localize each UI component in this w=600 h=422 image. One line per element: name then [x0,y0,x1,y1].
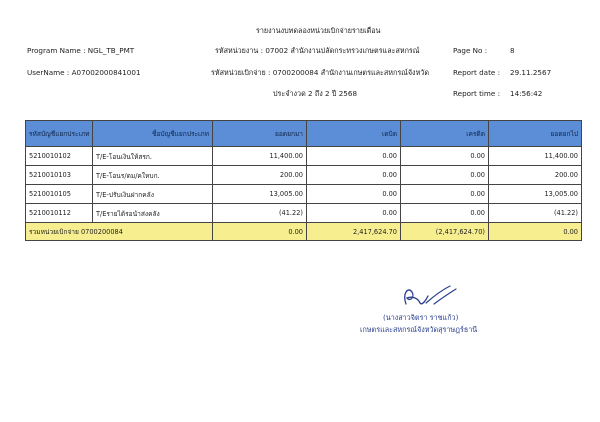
total-brought-forward: 0.00 [213,223,307,241]
page-no-label: Page No : [453,46,488,55]
total-carried-forward: 0.00 [489,223,582,241]
brought-forward-cell: 13,005.00 [213,185,307,204]
brought-forward-cell: (41.22) [213,204,307,223]
total-debit: 2,417,624.70 [307,223,401,241]
account-code-cell: 5210010112 [26,204,93,223]
account-code-cell: 5210010103 [26,166,93,185]
carried-forward-cell: 200.00 [489,166,582,185]
disbursing-unit: รหัสหน่วยเบิกจ่าย : 0700200084 สำนักงานเกษตรและสหกรณ์จังหวัด [211,68,430,77]
trial-balance-table [25,120,582,241]
report-date-label: Report date : [453,68,501,77]
signatory-position: เกษตรและสหกรณ์จังหวัดสุราษฎร์ธานี [360,325,478,334]
debit-cell: 0.00 [307,185,401,204]
program-name: Program Name : NGL_TB_PMT [27,46,135,55]
page-no-value: 8 [510,46,515,55]
brought-forward-cell: 200.00 [213,166,307,185]
report-date-value: 29.11.2567 [510,68,552,77]
account-code-cell: 5210010102 [26,147,93,166]
report-title: รายงานงบทดลองหน่วยเบิกจ่ายรายเดือน [256,26,381,35]
total-row [26,223,582,241]
total-label: รวมหน่วยเบิกจ่าย 0700200084 [26,223,213,241]
credit-cell: 0.00 [401,166,489,185]
debit-cell: 0.00 [307,166,401,185]
column-header-account-code: รหัสบัญชีแยกประเภท [26,121,93,147]
table-row [26,147,582,166]
account-name-cell: T/E-ปรับเงินฝากคลัง [93,185,213,204]
carried-forward-cell: 11,400.00 [489,147,582,166]
credit-cell: 0.00 [401,185,489,204]
report-period: ประจำงวด 2 ถึง 2 ปี 2568 [273,89,358,98]
carried-forward-cell: (41.22) [489,204,582,223]
column-header-brought-forward: ยอดยกมา [213,121,307,147]
carried-forward-cell: 13,005.00 [489,185,582,204]
account-code-cell: 5210010105 [26,185,93,204]
table-row [26,185,582,204]
credit-cell: 0.00 [401,147,489,166]
account-name-cell: T/E-โอนเงินให้สรก. [93,147,213,166]
username: UserName : A07002000841001 [27,68,141,77]
column-header-account-name: ชื่อบัญชีแยกประเภท [93,121,213,147]
agency-code: รหัสหน่วยงาน : 07002 สำนักงานปลัดกระทรวงเกษตรและสหกรณ์ [215,46,420,55]
debit-cell: 0.00 [307,147,401,166]
column-header-credit: เครดิต [401,121,489,147]
column-header-carried-forward: ยอดยกไป [489,121,582,147]
column-header-debit: เดบิต [307,121,401,147]
report-time-value: 14:56:42 [510,89,543,98]
account-name-cell: T/Eรายได้รอนำส่งคลัง [93,204,213,223]
table-header-row [26,121,582,147]
handwritten-signature [398,284,468,308]
brought-forward-cell: 11,400.00 [213,147,307,166]
report-time-label: Report time : [453,89,501,98]
total-credit: (2,417,624.70) [401,223,489,241]
table-row [26,166,582,185]
credit-cell: 0.00 [401,204,489,223]
table-row [26,204,582,223]
debit-cell: 0.00 [307,204,401,223]
account-name-cell: T/E-โอนร/ดม/คใหบก. [93,166,213,185]
signatory-name: (นางสาวจิตรา ราชแก้ว) [383,313,459,322]
